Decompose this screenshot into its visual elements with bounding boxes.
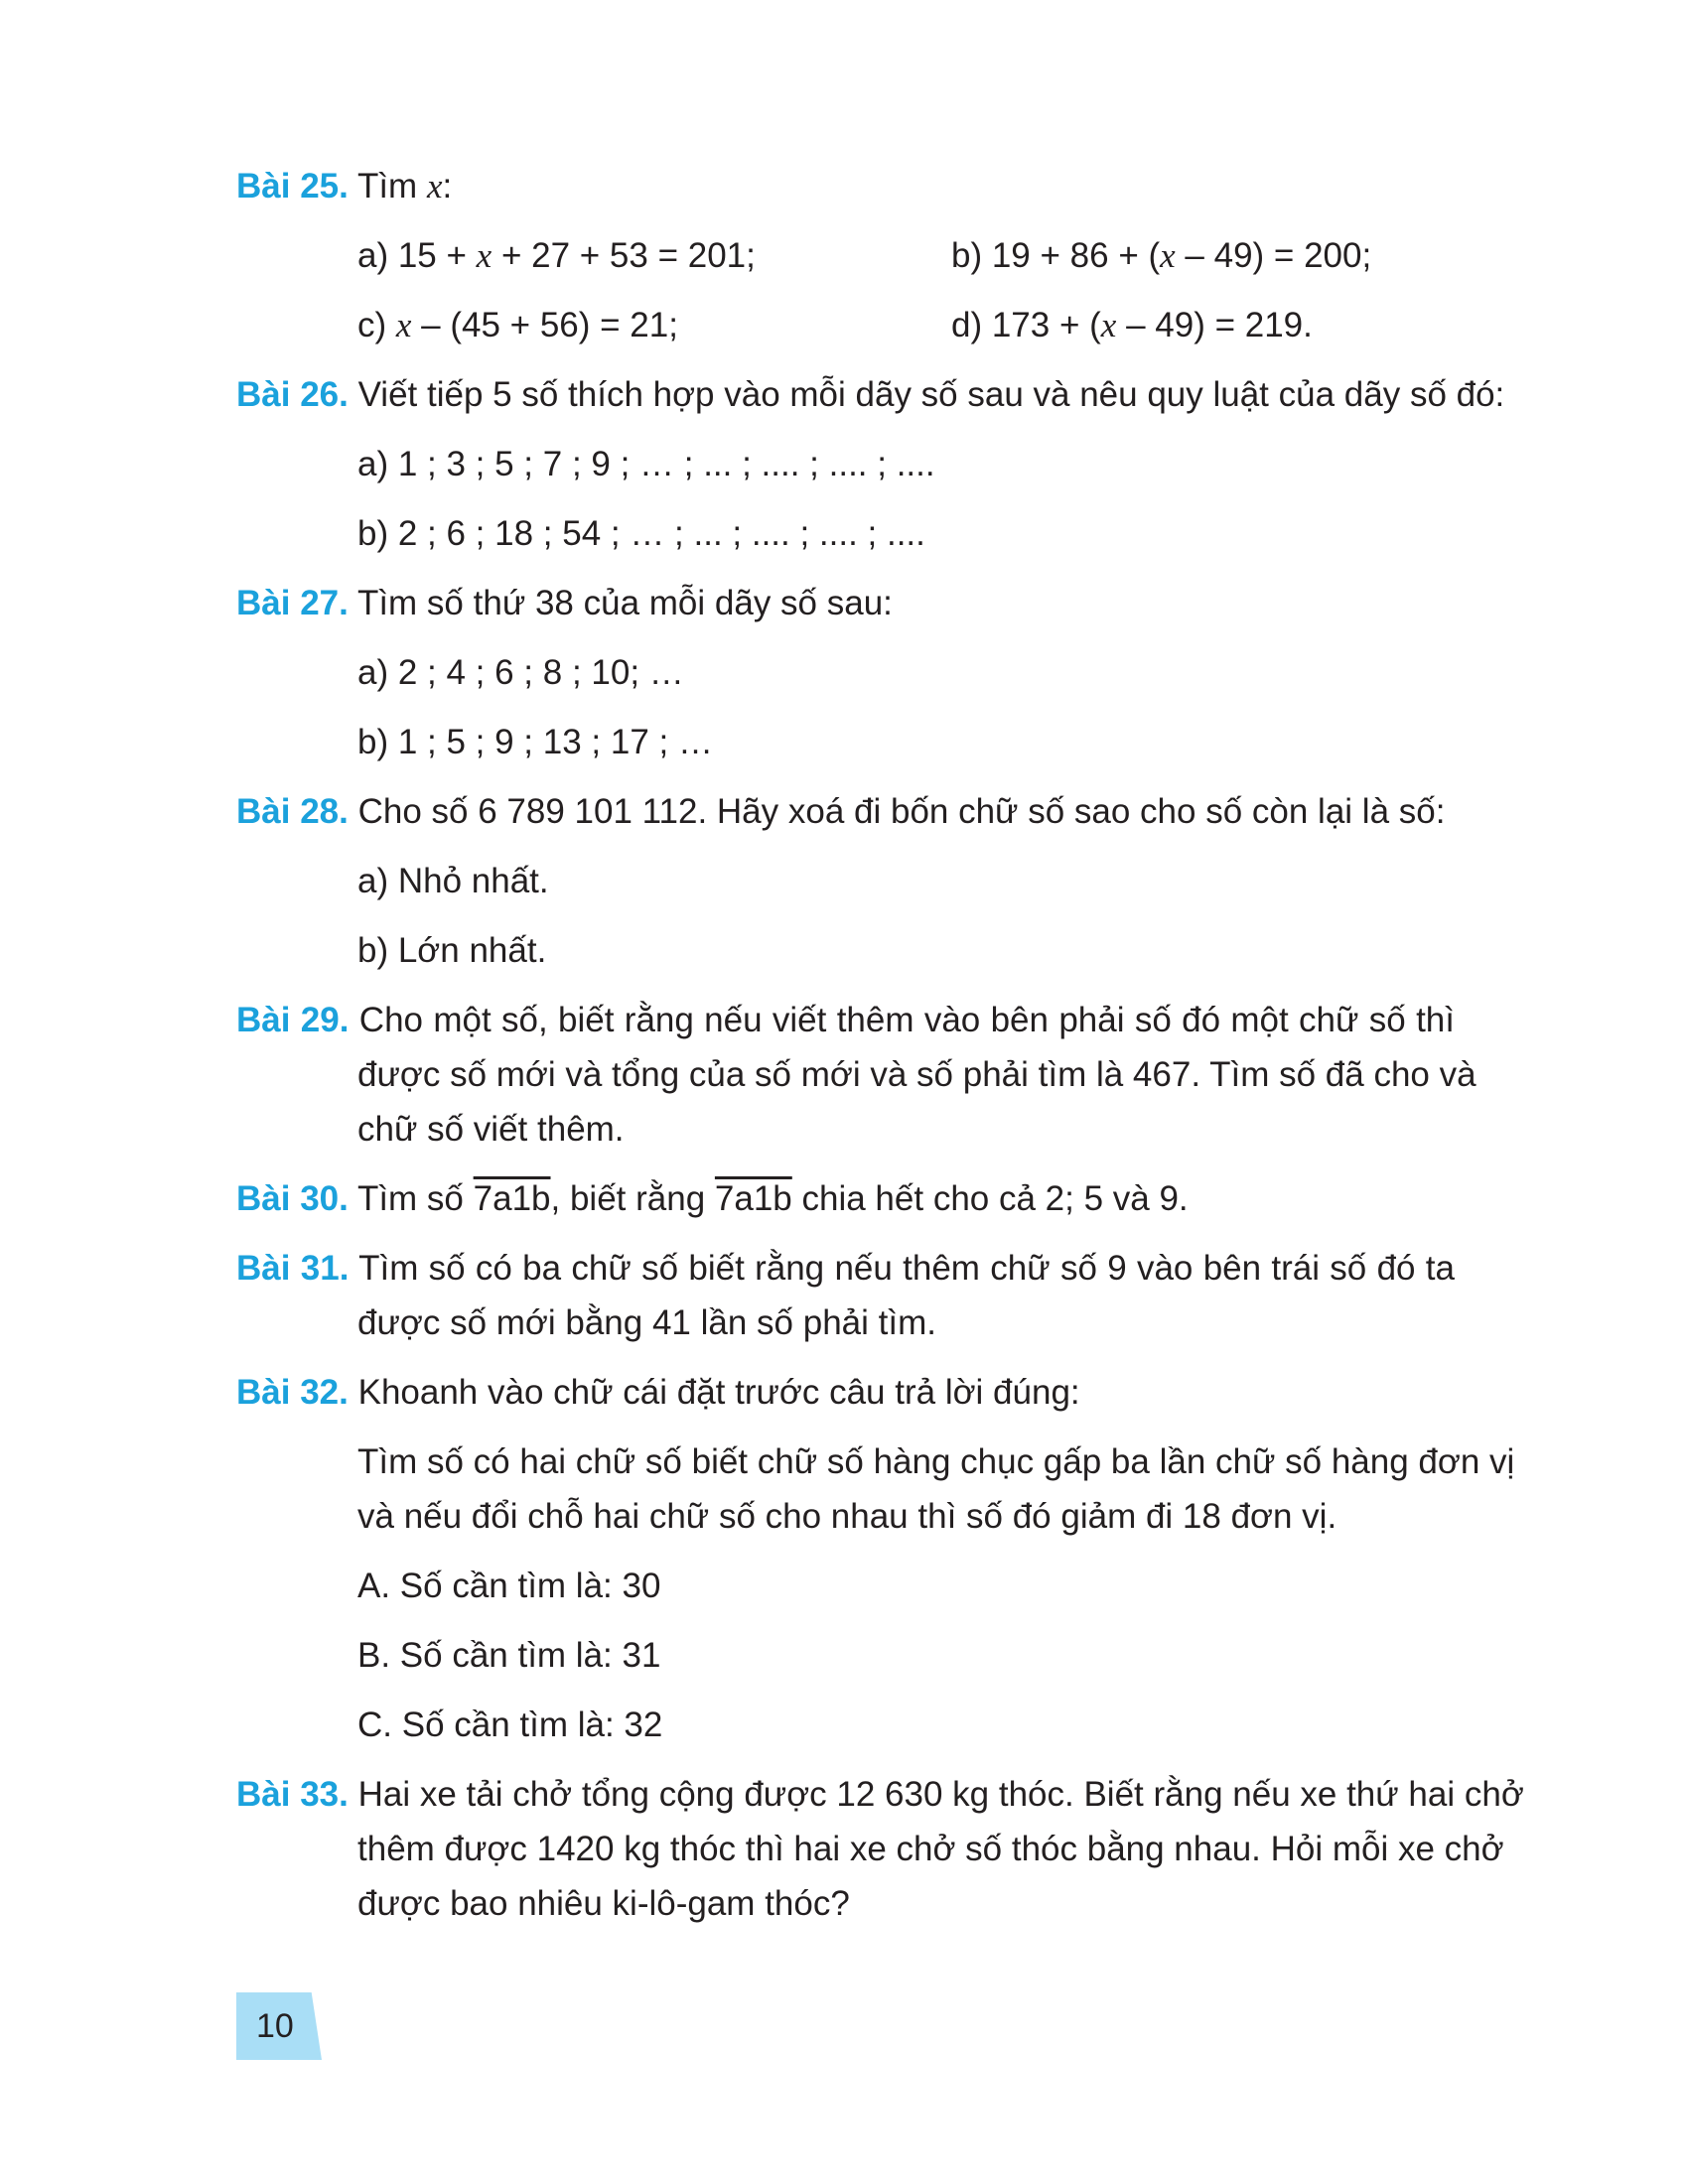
exercise-32-heading <box>236 1371 1080 1415</box>
exercise-30-heading: Bài 30. Tìm số 7a1b, biết rằng 7a1b chia hết cho cả 2; 5 và 9. <box>236 1179 1189 1218</box>
exercise-text: Cho số 6 789 101 112. Hãy xoá đi bốn chữ số sao cho số còn lại là số: <box>357 792 1446 831</box>
exercise-29-line-3: chữ số viết thêm. <box>357 1110 625 1149</box>
exercise-25-part-b: b) 19 + 86 + (x – 49) = 200; <box>951 236 1372 275</box>
exercise-text: Tìm số thứ 38 của mỗi dãy số sau: <box>356 584 893 622</box>
exercise-text: Tìm <box>356 167 427 205</box>
answer-option-b: B. Số cần tìm là: 31 <box>357 1636 661 1675</box>
exercise-26-part-b: b) 2 ; 6 ; 18 ; 54 ; … ; ... ; .... ; .... ; .... <box>357 514 925 553</box>
variable: x <box>426 167 443 205</box>
exercise-27-part-b: b) 1 ; 5 ; 9 ; 13 ; 17 ; … <box>357 723 713 761</box>
exercise-32-question-line-2: và nếu đổi chỗ hai chữ số cho nhau thì số đó giảm đi 18 đơn vị. <box>357 1497 1337 1536</box>
exercise-32-question-line-1: Tìm số có hai chữ số biết chữ số hàng chục gấp ba lần chữ số hàng đơn vị <box>357 1442 1515 1481</box>
exercise-text: Cho một số, biết rằng nếu viết thêm vào bên phải số đó một chữ số thì <box>358 1001 1455 1039</box>
exercise-label: Bài 25. <box>236 167 349 205</box>
exercise-text: Khoanh vào chữ cái đặt trước câu trả lời đúng: <box>357 1373 1080 1412</box>
exercise-label: Bài 28. <box>236 792 349 831</box>
exercise-27-heading <box>236 582 893 625</box>
exercise-26-part-a: a) 1 ; 3 ; 5 ; 7 ; 9 ; … ; ... ; .... ; .... ; .... <box>357 445 935 483</box>
overlined-number: 7a1b <box>714 1179 792 1218</box>
exercise-25-part-c: c) x – (45 + 56) = 21; <box>357 306 678 344</box>
exercise-label: Bài 31. <box>236 1249 350 1288</box>
exercise-31-line-2: được số mới bằng 41 lần số phải tìm. <box>357 1303 936 1342</box>
exercise-text: Viết tiếp 5 số thích hợp vào mỗi dãy số sau và nêu quy luật của dãy số đó: <box>357 375 1505 414</box>
answer-option-c: C. Số cần tìm là: 32 <box>357 1706 663 1744</box>
exercise-label: Bài 33. <box>236 1775 349 1814</box>
exercise-33-line-3: được bao nhiêu ki-lô-gam thóc? <box>357 1884 850 1923</box>
exercise-29-line-2: được số mới và tổng của số mới và số phải tìm là 467. Tìm số đã cho và <box>357 1055 1477 1094</box>
exercise-33-line-2: thêm được 1420 kg thóc thì hai xe chở số thóc bằng nhau. Hỏi mỗi xe chở <box>357 1830 1504 1868</box>
exercise-25-part-a: a) 15 + x + 27 + 53 = 201; <box>357 236 756 275</box>
exercise-29-heading <box>236 999 1455 1042</box>
exercise-26-heading <box>236 373 1504 417</box>
exercise-28-heading <box>236 790 1445 834</box>
exercise-33-heading <box>236 1773 1524 1817</box>
exercise-31-heading <box>236 1247 1455 1291</box>
answer-option-a: A. Số cần tìm là: 30 <box>357 1567 661 1605</box>
exercise-label: Bài 30. <box>236 1179 349 1218</box>
overlined-number: 7a1b <box>473 1179 551 1218</box>
exercise-label: Bài 27. <box>236 584 349 622</box>
exercise-27-part-a: a) 2 ; 4 ; 6 ; 8 ; 10; … <box>357 653 684 692</box>
page-number: 10 <box>256 2007 294 2045</box>
exercise-text: Tìm số có ba chữ số biết rằng nếu thêm chữ số 9 vào bên trái số đó ta <box>358 1249 1455 1288</box>
exercise-label: Bài 26. <box>236 375 349 414</box>
exercise-label: Bài 29. <box>236 1001 350 1039</box>
exercise-28-part-a: a) Nhỏ nhất. <box>357 862 549 900</box>
exercise-label: Bài 32. <box>236 1373 349 1412</box>
exercise-25-part-d: d) 173 + (x – 49) = 219. <box>951 306 1313 344</box>
exercise-text: Hai xe tải chở tổng cộng được 12 630 kg thóc. Biết rằng nếu xe thứ hai chở <box>357 1775 1524 1814</box>
exercise-25-heading: Bài 25. Tìm x: <box>236 167 453 205</box>
exercise-28-part-b: b) Lớn nhất. <box>357 931 547 970</box>
